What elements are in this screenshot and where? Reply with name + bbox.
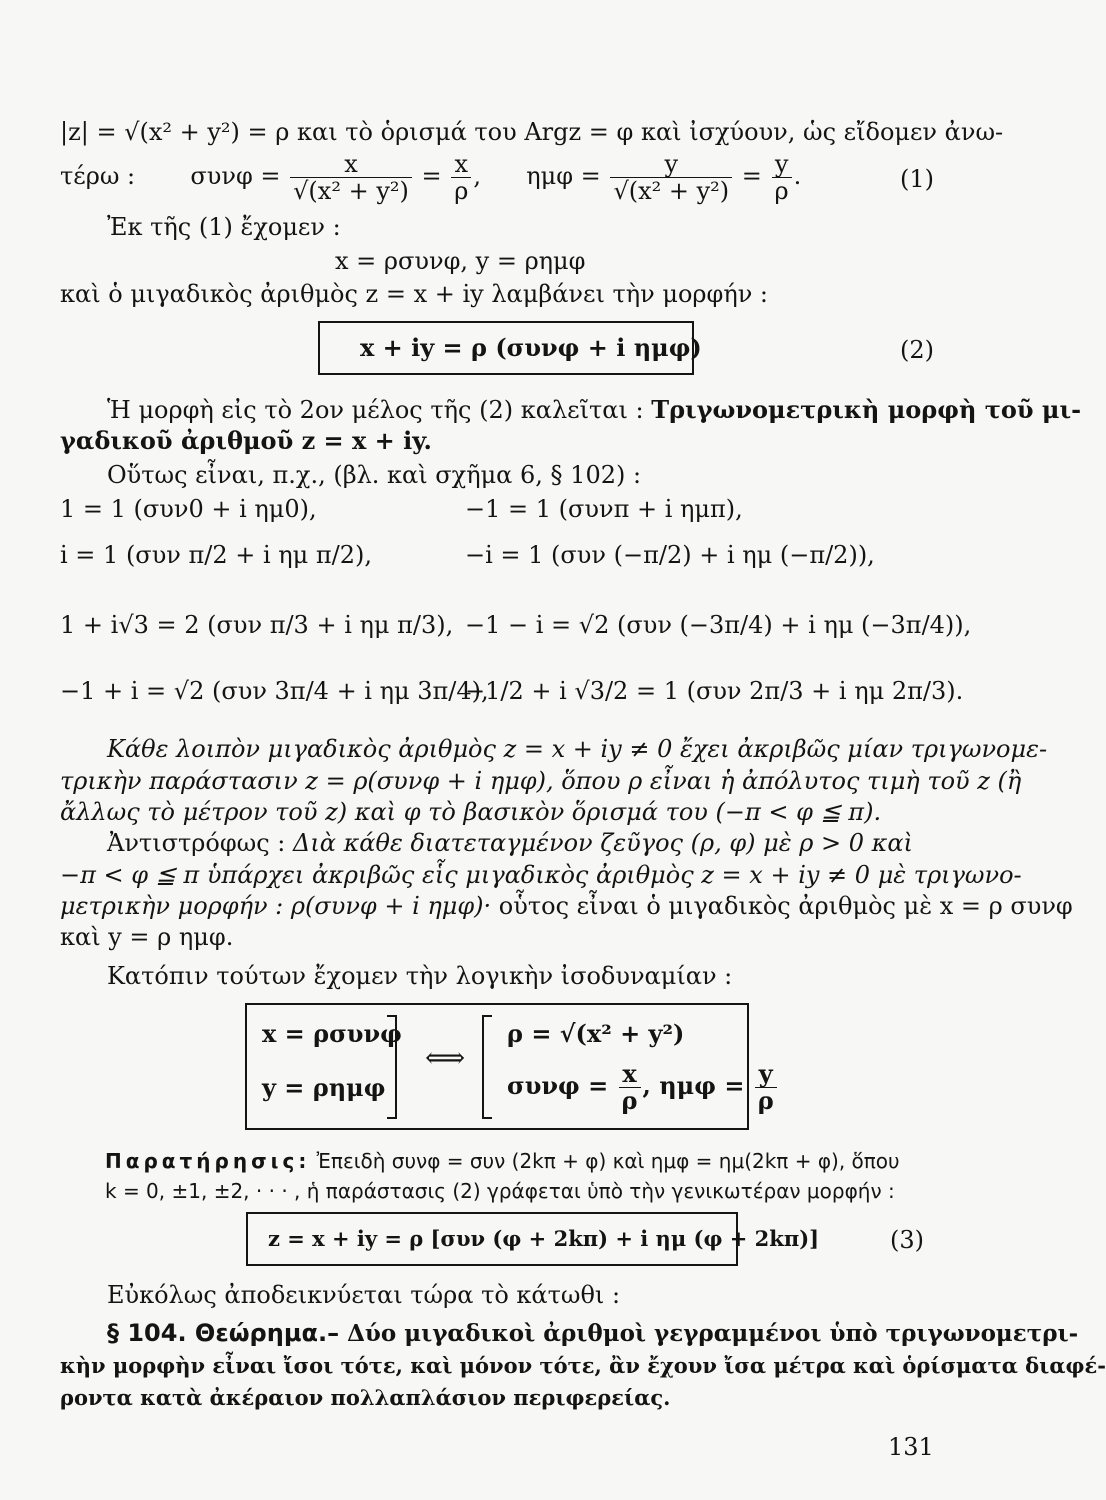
formula-cos-sin: τέρω : συνφ = $\frac{x}{\text{√(x² + y²)}}$ = $\frac{x}{\rho}$ , ημφ = $\frac{y}{\text{√(x² + y²)}}$ = $\frac{y}{\rho}$ . bbox=[60, 150, 802, 205]
example-formula: −1 − i = √2 (συν (−3π/4) + i ημ (−3π/4)), bbox=[465, 611, 972, 639]
italic-line: τρικὴν παράστασιν z = ρ(συνφ + i ημφ), ὅπου ρ εἶναι ἡ ἀπόλυτος τιμὴ τοῦ z (ἢ bbox=[60, 767, 1022, 795]
formula: y = ρημφ bbox=[262, 1073, 386, 1102]
example-formula: −1/2 + i √3/2 = 1 (συν 2π/3 + i ημ 2π/3). bbox=[465, 677, 964, 705]
remark-line bbox=[105, 1146, 900, 1176]
example-formula: −i = 1 (συν (−π/2) + i ημ (−π/2)), bbox=[465, 541, 875, 569]
equivalence-arrow: ⟺ bbox=[425, 1041, 466, 1074]
fraction: $\frac{y}{\text{√(x² + y²)}}$ bbox=[610, 151, 732, 204]
formula-label: , ημφ = bbox=[642, 1071, 745, 1100]
term-bold: Τριγωνομετρικὴ μορφὴ τοῦ μι- bbox=[651, 395, 1082, 424]
remark-title: Παρατήρησις: bbox=[105, 1149, 311, 1173]
formula: z = x + iy = ρ [συν (φ + 2kπ) + i ημ (φ + 2kπ)] bbox=[268, 1226, 820, 1251]
boxed-formula bbox=[246, 1212, 820, 1266]
text-line: γαδικοῦ ἀριθμοῦ z = x + iy. bbox=[60, 426, 432, 455]
text-fragment: τέρω : bbox=[60, 162, 136, 190]
text-line: |z| = √(x² + y²) = ρ και τὸ ὁρισμά του Argz = φ καὶ ἰσχύουν, ὡς εἴδομεν ἀνω- bbox=[60, 118, 1004, 146]
text-line bbox=[60, 891, 1073, 921]
page-number: 131 bbox=[888, 1433, 934, 1461]
text-line: Ἐκ τῆς (1) ἔχομεν : bbox=[107, 213, 341, 241]
formula-label: ημφ = bbox=[526, 162, 601, 190]
boxed-formula bbox=[318, 321, 702, 375]
example-formula: i = 1 (συν π/2 + i ημ π/2), bbox=[60, 541, 373, 569]
italic-line: ἄλλως τὸ μέτρον τοῦ z) καὶ φ τὸ βασικὸν ὅρισμά του (−π < φ ≦ π). bbox=[60, 798, 882, 826]
text-fragment: οὗτος εἶναι ὁ μιγαδικὸς ἀριθμὸς μὲ x = ρ συνφ bbox=[491, 892, 1073, 920]
equivalence-box bbox=[245, 1003, 774, 1130]
fraction: $\frac{x}{\text{√(x² + y²)}}$ bbox=[290, 151, 412, 204]
formula-line: x = ρσυνφ, y = ρημφ bbox=[335, 247, 586, 275]
theorem-line: κὴν μορφὴν εἶναι ἴσοι τότε, καὶ μόνον τότε, ἂν ἔχουν ἴσα μέτρα καὶ ὁρίσματα διαφέ- bbox=[60, 1353, 1106, 1378]
fraction: $\frac{y}{\rho}$ bbox=[772, 151, 792, 204]
formula: x = ρσυνφ bbox=[262, 1019, 402, 1048]
theorem-text: Δύο μιγαδικοὶ ἀριθμοὶ γεγραμμένοι ὑπὸ τριγωνομετρι- bbox=[339, 1320, 1079, 1347]
text-line bbox=[107, 395, 1081, 425]
fraction: $\frac{x}{\rho}$ bbox=[619, 1061, 641, 1114]
italic-fragment: μετρικὴν μορφήν : ρ(συνφ + i ημφ)· bbox=[60, 892, 492, 920]
example-formula: 1 = 1 (συν0 + i ημ0), bbox=[60, 495, 317, 523]
italic-line: Κάθε λοιπὸν μιγαδικὸς ἀριθμὸς z = x + iy ≠ 0 ἔχει ἀκριβῶς μίαν τριγωνομε- bbox=[107, 735, 1048, 763]
text-fragment: Ἡ μορφὴ εἰς τὸ 2ον μέλος τῆς (2) καλεῖται : bbox=[107, 396, 652, 424]
example-formula: −1 + i = √2 (συν 3π/4 + i ημ 3π/4), bbox=[60, 677, 489, 705]
equation-number: (2) bbox=[900, 336, 934, 364]
text-line: Κατόπιν τούτων ἔχομεν τὴν λογικὴν ἰσοδυναμίαν : bbox=[107, 962, 733, 990]
equation-number: (1) bbox=[900, 165, 934, 193]
left-brace bbox=[482, 1015, 492, 1119]
text-line bbox=[107, 828, 913, 858]
text-line: καὶ ὁ μιγαδικὸς ἀριθμὸς z = x + iy λαμβάνει τὴν μορφήν : bbox=[60, 280, 769, 308]
italic-fragment: Διὰ κάθε διατεταγμένον ζεῦγος (ρ, φ) μὲ ρ > 0 καὶ bbox=[285, 829, 913, 857]
right-brace bbox=[387, 1015, 397, 1119]
theorem-line bbox=[107, 1318, 1078, 1349]
theorem-heading: § 104. Θεώρημα.– bbox=[107, 1319, 340, 1347]
italic-line: −π < φ ≦ π ὑπάρχει ἀκριβῶς εἷς μιγαδικὸς ἀριθμὸς z = x + iy ≠ 0 μὲ τριγωνο- bbox=[60, 861, 1022, 889]
theorem-line: ροντα κατὰ ἀκέραιον πολλαπλάσιον περιφερείας. bbox=[60, 1385, 671, 1410]
remark-line: k = 0, ±1, ±2, · · · , ἡ παράστασις (2) γράφεται ὑπὸ τὴν γενικωτέραν μορφήν : bbox=[105, 1179, 895, 1203]
text-fragment: Ἐπειδὴ συνφ = συν (2kπ + φ) καὶ ημφ = ημ(2kπ + φ), ὅπου bbox=[310, 1149, 900, 1173]
text-line: Οὕτως εἶναι, π.χ., (βλ. καὶ σχῆμα 6, § 102) : bbox=[107, 461, 642, 489]
text-line: Εὐκόλως ἀποδεικνύεται τώρα τὸ κάτωθι : bbox=[107, 1281, 621, 1309]
text-line: καὶ y = ρ ημφ. bbox=[60, 923, 234, 951]
example-formula: 1 + i√3 = 2 (συν π/3 + i ημ π/3), bbox=[60, 611, 454, 639]
example-formula: −1 = 1 (συνπ + i ημπ), bbox=[465, 495, 743, 523]
formula: x + iy = ρ (συνφ + i ημφ) bbox=[360, 333, 702, 362]
formula: ρ = √(x² + y²) bbox=[507, 1019, 685, 1048]
formula bbox=[507, 1057, 779, 1115]
text-fragment: Ἀντιστρόφως : bbox=[107, 829, 286, 857]
fraction: $\frac{x}{\rho}$ bbox=[451, 151, 471, 204]
formula-label: συνφ = bbox=[190, 162, 281, 190]
equation-number: (3) bbox=[890, 1226, 924, 1254]
formula-label: συνφ = bbox=[507, 1071, 609, 1100]
fraction: $\frac{y}{\rho}$ bbox=[755, 1061, 777, 1114]
